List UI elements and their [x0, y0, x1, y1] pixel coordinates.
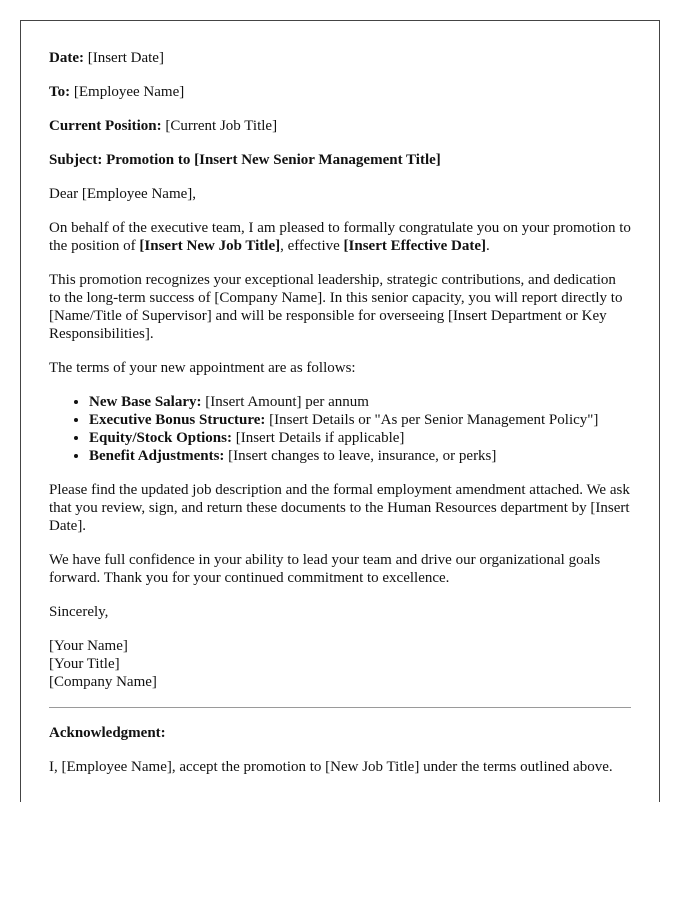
subject-line: Subject: Promotion to [Insert New Senior Management Title]	[49, 152, 441, 168]
para1-text-b: , effective	[280, 238, 344, 254]
paragraph-confidence: We have full confidence in your ability to lead your team and drive our organizational goals forward. Thank you for your continued commitment to excellence.	[49, 552, 601, 586]
list-item	[89, 429, 631, 447]
acknowledgment-text: I, [Employee Name], accept the promotion to [New Job Title] under the terms outlined above.	[49, 759, 613, 775]
new-job-title: [Insert New Job Title]	[139, 238, 281, 254]
term-value: [Insert Details if applicable]	[231, 430, 405, 446]
paragraph-recognition: This promotion recognizes your exceptional leadership, strategic contributions, and dedication to the long-term success of [Company Name]. In this senior capacity, you will report directly to [Name/Title of Supervisor] and will be responsible for overseeing [Insert Department or Key Responsibilities].	[49, 272, 623, 342]
signer-company: [Company Name]	[49, 674, 157, 690]
terms-list	[49, 393, 631, 465]
list-item	[89, 411, 631, 429]
para1-text-a: On behalf of the executive team, I am pleased to formally congratulate you on your promotion to the position of	[49, 220, 631, 254]
term-label: Benefit Adjustments:	[89, 448, 225, 464]
terms-intro: The terms of your new appointment are as follows:	[49, 360, 356, 376]
acknowledgment-heading: Acknowledgment:	[49, 725, 166, 741]
salutation: Dear [Employee Name],	[49, 186, 197, 202]
date-line	[49, 49, 631, 67]
date-label: Date:	[49, 50, 84, 66]
paragraph-documents: Please find the updated job description and the formal employment amendment attached. We ask that you review, sign, and return these documents to the Human Resources department by [Insert Date].	[49, 482, 630, 534]
list-item	[89, 447, 631, 465]
term-label: New Base Salary:	[89, 394, 202, 410]
term-value: [Insert changes to leave, insurance, or perks]	[224, 448, 497, 464]
section-divider	[49, 707, 631, 708]
position-value: [Current Job Title]	[165, 118, 278, 134]
term-value: [Insert Details or "As per Senior Management Policy"]	[265, 412, 599, 428]
to-line	[49, 83, 631, 101]
to-label: To:	[49, 84, 71, 100]
to-value: [Employee Name]	[73, 84, 185, 100]
list-item	[89, 393, 631, 411]
term-label: Executive Bonus Structure:	[89, 412, 266, 428]
date-value: [Insert Date]	[87, 50, 164, 66]
signer-name: [Your Name]	[49, 638, 128, 654]
signature-block	[49, 637, 631, 691]
position-label: Current Position:	[49, 118, 162, 134]
promotion-letter	[20, 20, 660, 802]
para1-text-c: .	[485, 238, 490, 254]
sign-off: Sincerely,	[49, 604, 109, 620]
paragraph-congratulations	[49, 219, 631, 255]
signer-title: [Your Title]	[49, 656, 120, 672]
effective-date: [Insert Effective Date]	[343, 238, 486, 254]
term-value: [Insert Amount] per annum	[201, 394, 369, 410]
term-label: Equity/Stock Options:	[89, 430, 232, 446]
position-line	[49, 117, 631, 135]
